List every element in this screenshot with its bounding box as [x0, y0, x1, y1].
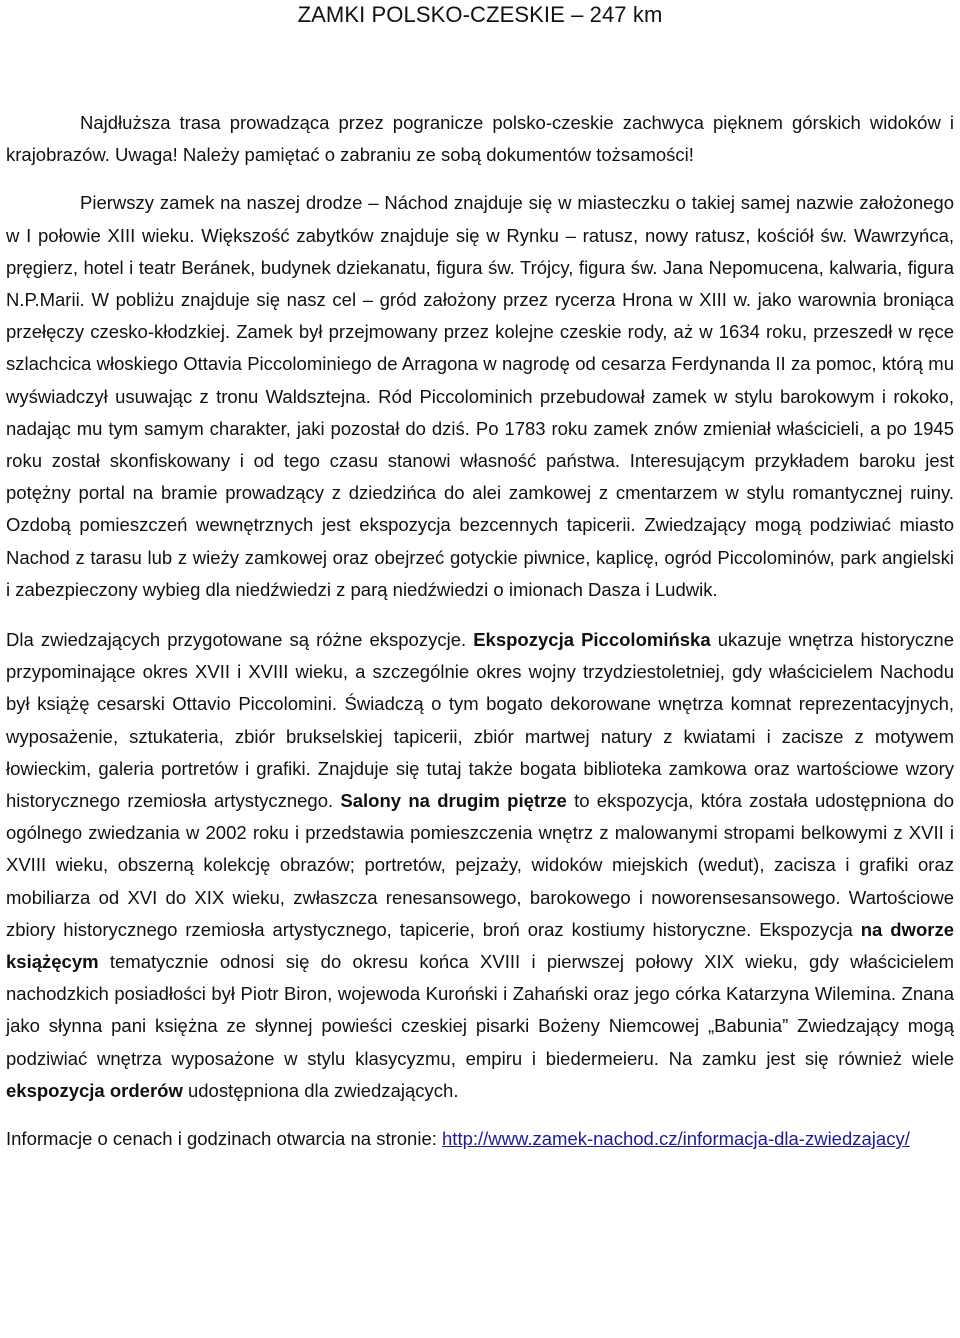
intro-paragraph: Najdłuższa trasa prowadząca przez pogranicze polsko-czeskie zachwyca pięknem górskich widoków i krajobrazów. Uwaga! Należy pamiętać o zabraniu ze sobą dokumentów tożsamości!: [6, 112, 954, 166]
exhibitions-text-1: Dla zwiedzających przygotowane są różne ekspozycje.: [6, 629, 474, 651]
exhibitions-text-2: ukazuje wnętrza historyczne przypominające okres XVII i XVIII wieku, a szczególnie okres wojny trzydziestoletniej, gdy właścicielem Nachodu był książę cesarski Ottavio Piccolomini. Świadczą o tym bogato dekorowane wnętrza komnat reprezentacyjnych, wyposażenie, sztukateria, zbiór brukselskiej tapicerii, zbiór martwej natury z kwiatami i zacisze z motywem łowieckim, galeria portretów i grafiki. Znajduje się tutaj także bogata biblioteka zamkowa oraz wartościowe wzory historycznego rzemiosła artystycznego.: [6, 629, 955, 812]
info-paragraph: [6, 1123, 954, 1155]
exhibitions-text-4: tematycznie odnosi się do okresu końca XVIII i pierwszej połowy XIX wieku, gdy właścicielem nachodzkich posiadłości był Piotr Biron, wojewoda Kuroński i Zahański oraz jego córka Katarzyna Wilemina. Znana jako słynna pani księżna ze słynnej powieści czeskiej pisarki Bożeny Niemcowej „Babunia” Zwiedzający mogą podziwiać wnętrza wyposażone w stylu klasycyzmu, empiru i biedermeieru. Na zamku jest się również wiele: [6, 951, 954, 1069]
exhibition-piccolomini-heading: Ekspozycja Piccolomińska: [473, 629, 711, 651]
exhibition-orders-heading: ekspozycja orderów: [6, 1079, 183, 1101]
document-title: ZAMKI POLSKO-CZESKIE – 247 km: [297, 2, 663, 27]
nachod-text-part1: Pierwszy zamek na naszej drodze – Náchod znajduje się w miasteczku o takiej samej nazwie założonego w I połowie XIII wieku. Większość zabytków znajduje się w Rynku – ratusz, nowy ratusz, kościół św. Wawrzyńca, pręgierz, hotel i teatr Beránek, budynek dziekanatu, figura św. Trójcy, figura św. Jana Nepomucena, kalwaria, figura N.P.Marii.: [6, 192, 954, 311]
exhibitions-text-5: udostępniona dla zwiedzających.: [182, 1079, 459, 1101]
exhibitions-text-3: to ekspozycja, która została udostępniona do ogólnego zwiedzania w 2002 roku i przedstawia pomieszczenia wnętrz z malowanymi stropami belkowymi z XVII i XVIII wieku, obszerną kolekcję obrazów; portretów, pejzaży, widoków miejskich (wedut), zacisza i grafiki oraz mobiliarza od XVI do XIX wieku, zwłaszcza renesansowego, barokowego i noworensesansowego. Wartościowe zbiory historycznego rzemiosła artystycznego, tapicerie, broń oraz kostiumy historyczne. Ekspozycja: [6, 790, 954, 940]
zamek-nachod-link[interactable]: http://www.zamek-nachod.cz/informacja-dla-zwiedzajacy/: [442, 1128, 910, 1150]
nachod-paragraph: [6, 187, 954, 606]
exhibitions-paragraph: [6, 624, 954, 1107]
exhibition-salons-heading: Salony na drugim piętrze: [340, 790, 567, 812]
nachod-text-part2: W pobliżu znajduje się nasz cel – gród założony przez rycerza Hrona w XIII w. jako warownia broniąca przełęczy czesko-kłodzkiej. Zamek był przejmowany przez kolejne czeskie rody, aż w 1634 roku, przeszedł w ręce szlachcica włoskiego Ottavia Piccolominiego de Arragona w nagrodę od cesarza Ferdynanda II za pomoc, którą mu wyświadczył usuwając z tronu Waldsztejna. Ród Piccolominich przebudował zamek w stylu barokowym i rokoko, nadając mu tym samym charakter, jaki pozostał do dziś. Po 1783 roku zamek znów zmieniał właścicieli, a po 1945 roku został skonfiskowany i od tego czasu stanowi własność państwa. Interesującym przykładem baroku jest potężny portal na bramie prowadzący z dziedzińca do alei zamkowej z cmentarzem w stylu romantycznej ruiny. Ozdobą pomieszczeń wewnętrznych jest ekspozycja bezcennych tapicerii. Zwiedzający mogą podziwiać miasto Nachod z tarasu lub z wieży zamkowej oraz obejrzeć gotyckie piwnice, kaplicę, ogród Piccolominów, park angielski i zabezpieczony wybieg dla niedźwiedzi z parą niedźwiedzi o imionach Dasza i Ludwik.: [6, 289, 954, 600]
exhibition-ducal-court-heading: na dworze książęcym: [6, 918, 954, 973]
info-text: Informacje o cenach i godzinach otwarcia na stronie:: [6, 1128, 443, 1150]
document-page: [6, 0, 954, 1155]
